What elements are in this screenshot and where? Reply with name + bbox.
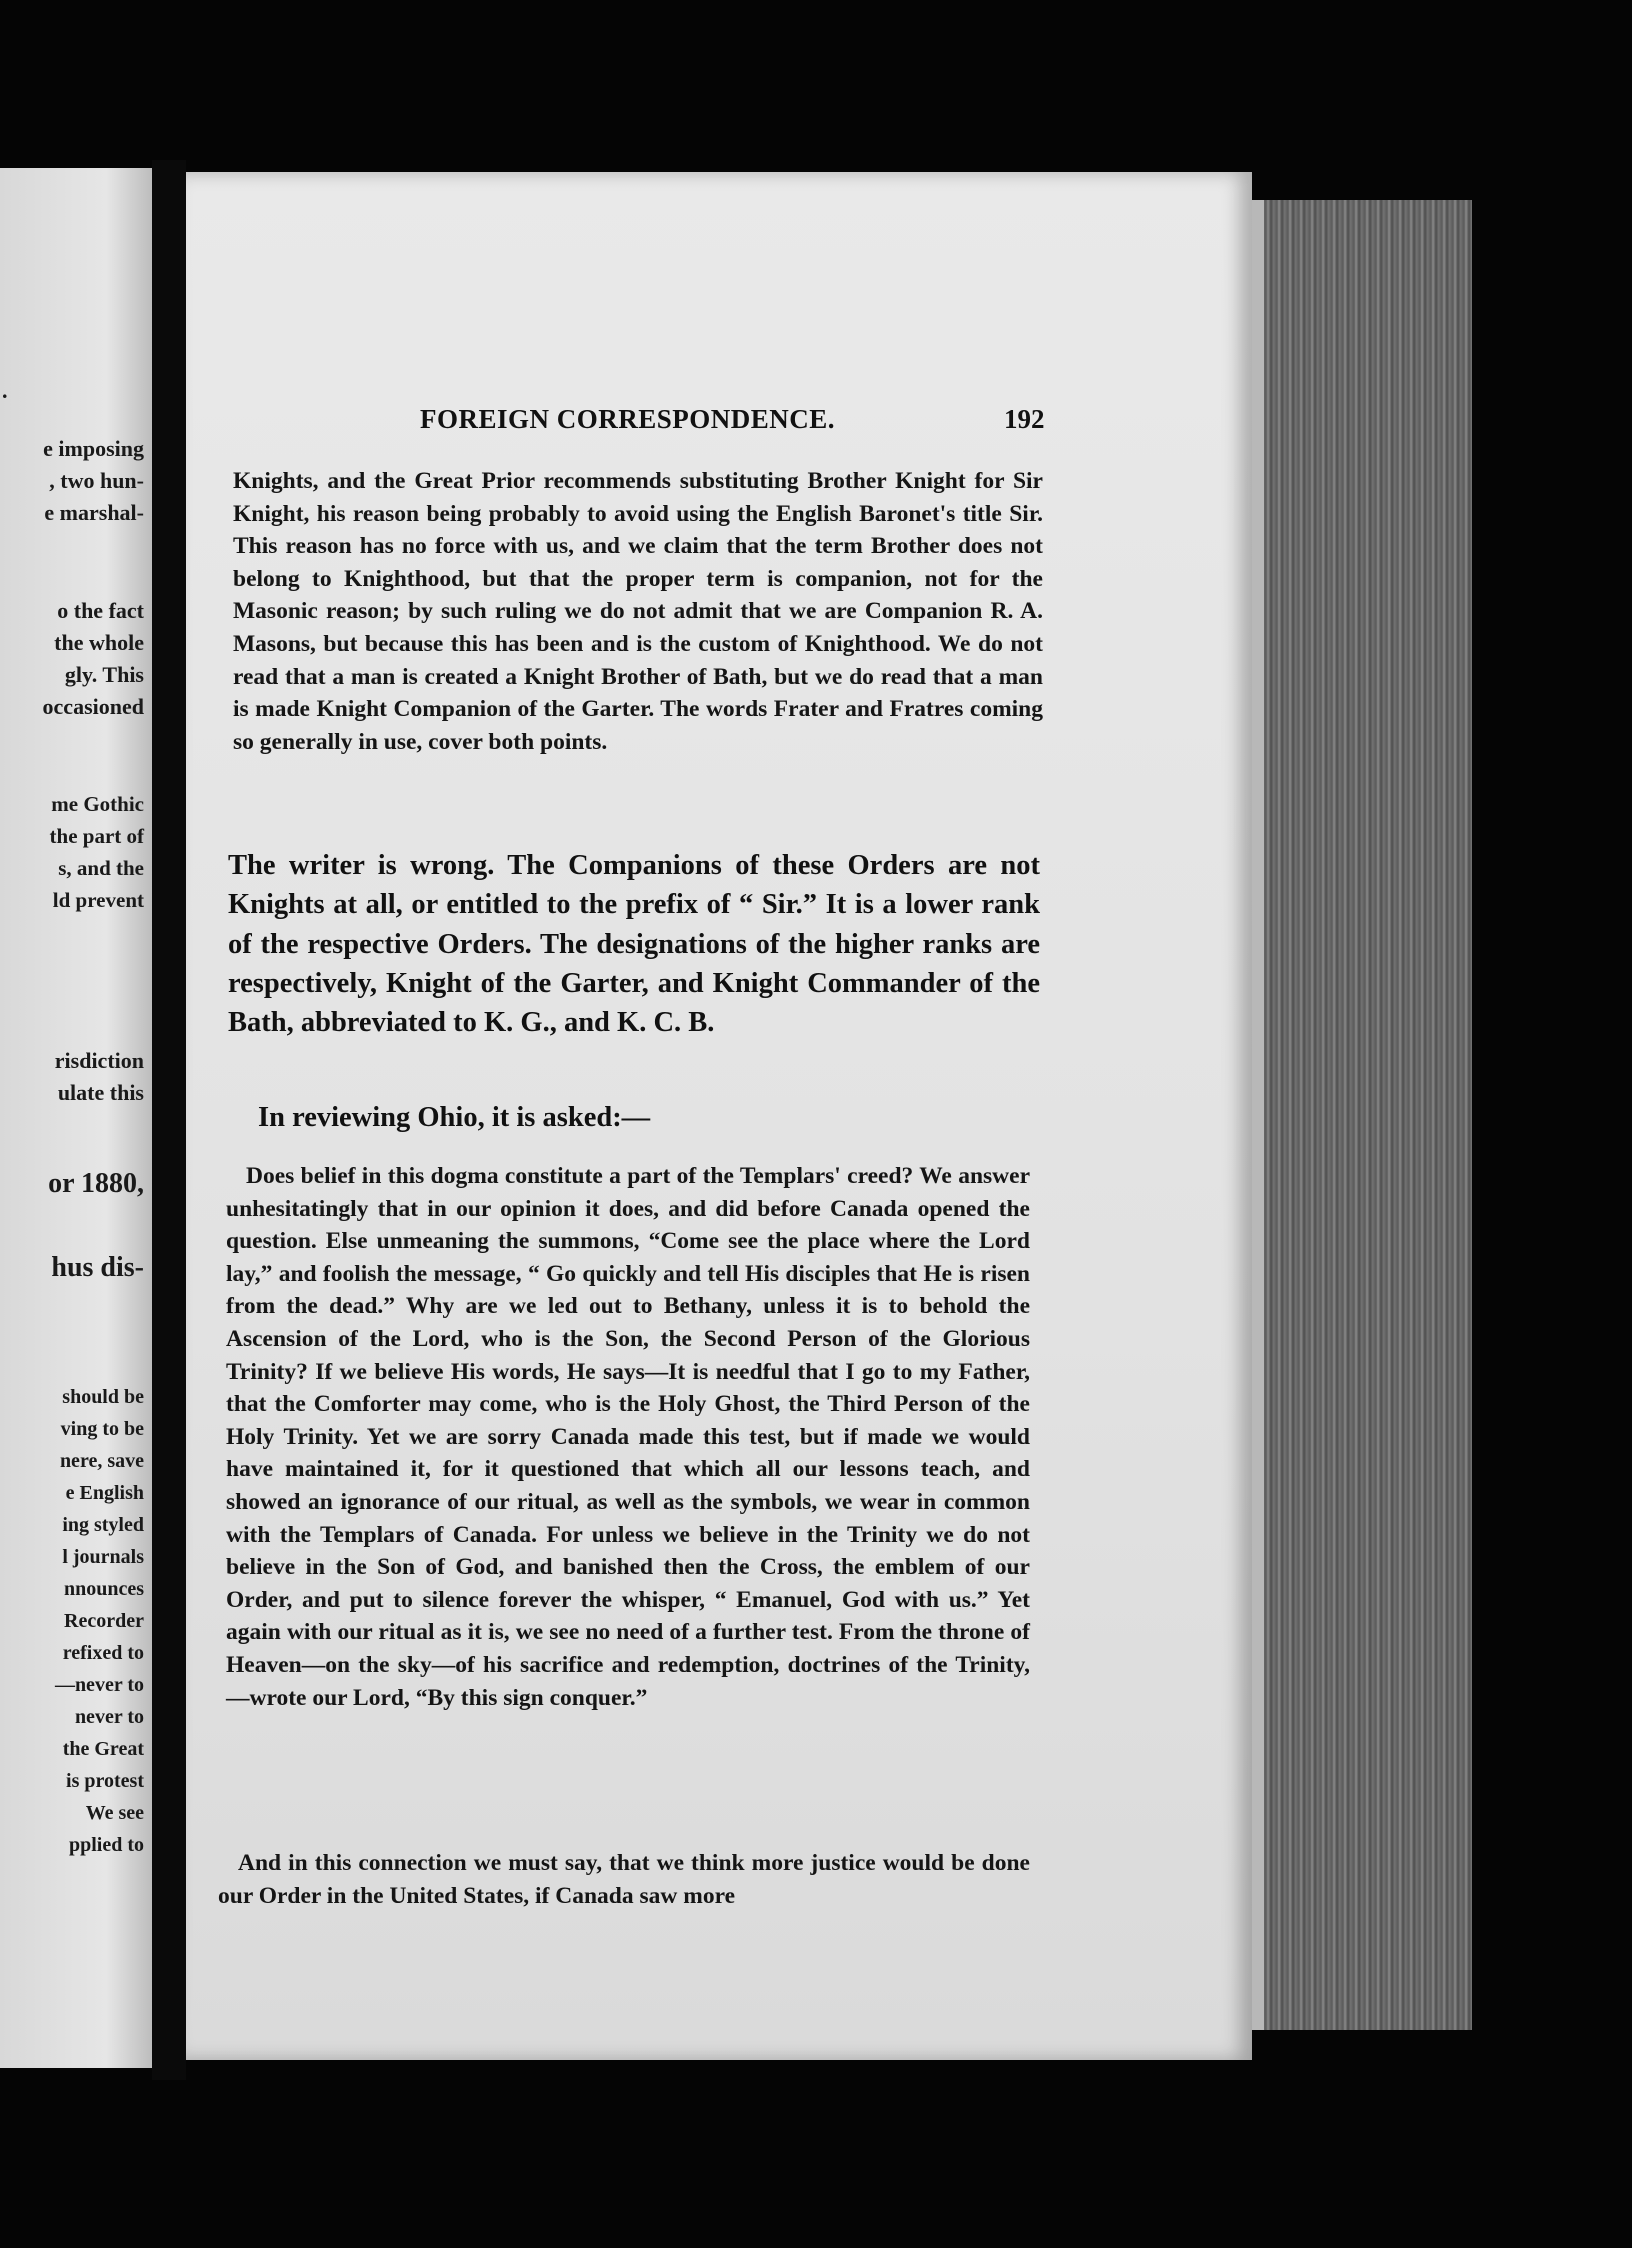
left-line: , two hun-	[49, 468, 144, 493]
left-line: hus dis-	[51, 1252, 144, 1283]
left-line: o the fact	[57, 598, 144, 623]
page-number: 192	[1004, 404, 1045, 434]
left-line: s, and the	[58, 856, 144, 880]
left-line: me Gothic	[51, 792, 144, 816]
left-line: risdiction	[54, 1048, 144, 1073]
comment-paragraph: The writer is wrong. The Companions of these Orders are not Knights at all, or entitled to the prefix of “ Sir.” It is a lower rank of the respective Orders. The designations of the higher ranks are respectively, Knight of the Garter, and Knight Commander of the Bath, abbreviated to K. G., and K. C. B.	[228, 850, 1040, 1039]
left-line: ving to be	[60, 1418, 144, 1440]
quoted-extract-ohio	[226, 1160, 1030, 1714]
left-line: is protest	[66, 1770, 144, 1792]
page-edge-highlight	[1252, 200, 1264, 2030]
book-gutter	[152, 160, 186, 2080]
left-line: the Great	[62, 1738, 144, 1760]
section-intro: In reviewing Ohio, it is asked:—	[258, 1102, 651, 1133]
left-line: ulate this	[57, 1080, 144, 1105]
left-line: gly. This	[64, 662, 144, 687]
left-line: the whole	[54, 630, 144, 655]
left-line: ld prevent	[52, 888, 144, 912]
left-line: or 1880,	[48, 1168, 144, 1199]
editorial-comment	[228, 846, 1040, 1042]
left-line: e marshal-	[44, 500, 144, 525]
left-line: e English	[65, 1482, 144, 1504]
left-line: never to	[74, 1706, 144, 1728]
left-line: nnounces	[63, 1578, 144, 1600]
running-header: FOREIGN CORRESPONDENCE.	[420, 404, 836, 434]
left-line: pplied to	[68, 1834, 144, 1856]
left-page-fragment	[0, 168, 152, 2068]
left-line: refixed to	[62, 1642, 144, 1664]
left-line: l journals	[62, 1546, 144, 1568]
left-line: e imposing	[43, 436, 144, 461]
left-line: ing styled	[62, 1514, 144, 1536]
quote-paragraph: Knights, and the Great Prior recommends substituting Brother Knight for Sir Knight, his reason being probably to avoid using the English Baronet's title Sir. This reason has no force with us, and we claim that the term Brother does not belong to Knighthood, but that the proper term is companion, not for the Masonic reason; by such ruling we do not admit that we are Companion R. A. Masons, but because this has been and is the custom of Knighthood. We do not read that a man is created a Knight Brother of Bath, but we do read that a man is made Knight Companion of the Garter. The words Frater and Fratres coming so generally in use, cover both points.	[233, 468, 1043, 755]
left-line: should be	[62, 1386, 144, 1408]
left-line: Recorder	[64, 1610, 144, 1632]
left-line: occasioned	[42, 694, 144, 719]
left-line: the part of	[49, 824, 144, 848]
left-line: —never to	[54, 1674, 144, 1696]
quote-paragraph: Does belief in this dogma constitute a part of the Templars' creed? We answer unhesitatingly that in our opinion it does, and did before Canada opened the question. Else unmeaning the summons, “Come see the place where the Lord lay,” and foolish the message, “ Go quickly and tell His disciples that He is risen from the dead.” Why are we led out to Bethany, unless it is to behold the Ascension of the Lord, who is the Son, the Second Person of the Glorious Trinity? If we believe His words, He says—It is needful that I go to my Father, that the Comforter may come, who is the Holy Ghost, the Third Person of the Holy Trinity. Yet we are sorry Canada made this test, but if made we would have maintained it, for it questioned that which all our lessons teach, and showed an ignorance of our ritual, as well as the symbols, we wear in common with the Templars of Canada. For unless we believe in the Trinity we do not believe in the Son of God, and banished then the Cross, the emblem of our Order, and put to silence forever the whisper, “ Emanuel, God with us.” Yet again with our ritual as it is, we see no need of a further test. From the throne of Heaven—on the sky—of his sacrifice and redemption, doctrines of the Trinity,—wrote our Lord, “By this sign conquer.”	[226, 1163, 1030, 1711]
quoted-extract-knights	[233, 465, 1043, 758]
left-line: nere, save	[59, 1450, 144, 1472]
page-edges	[1252, 200, 1472, 2030]
left-line: .	[2, 378, 8, 403]
closing-paragraph	[218, 1847, 1030, 1912]
body-paragraph: And in this connection we must say, that we think more justice would be done our Order in the United States, if Canada saw more	[218, 1850, 1030, 1909]
left-line: We see	[85, 1802, 144, 1824]
